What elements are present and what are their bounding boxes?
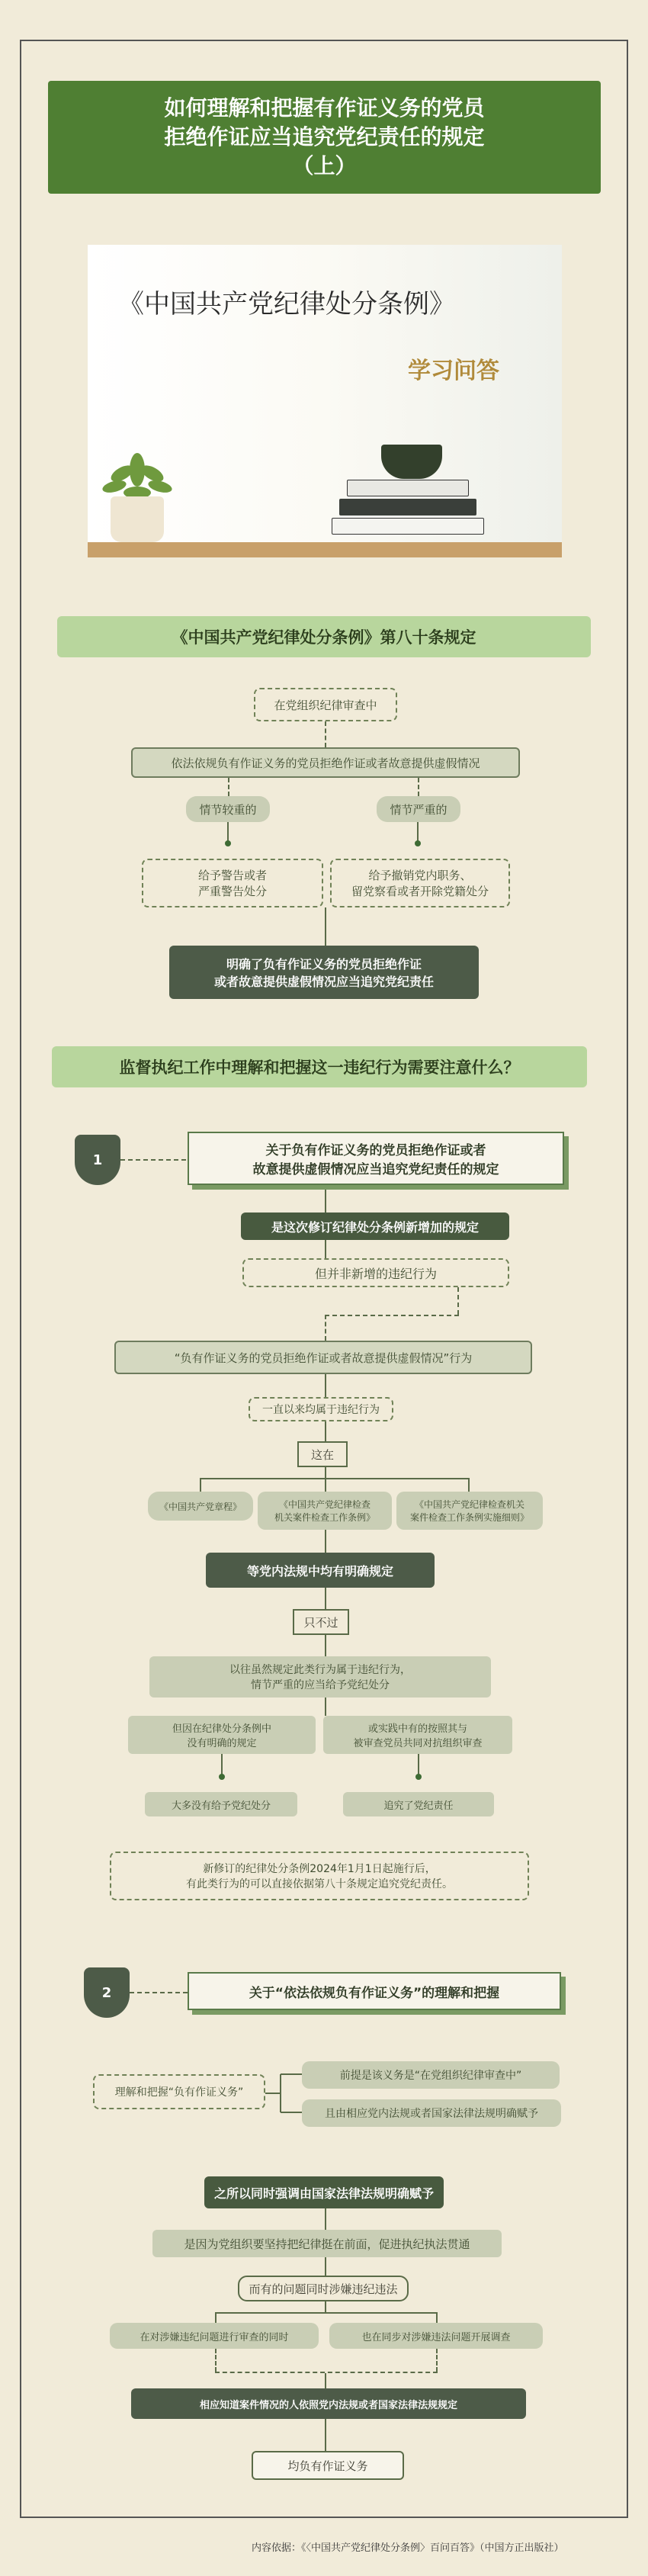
q1-final <box>110 1852 529 1900</box>
conclusion-line2: 或者故意提供虚假情况应当追究党纪责任 <box>213 975 434 989</box>
node-refuse-testify: 依法依规负有作证义务的党员拒绝作证或者故意提供虚假情况 <box>131 747 520 778</box>
shield-icon-1 <box>75 1135 120 1185</box>
q1-doc-2-line1: 《中国共产党纪律检查 <box>278 1499 371 1510</box>
q1-right-reason-line1: 或实践中有的按照其与 <box>367 1723 467 1735</box>
q1-right-reason <box>323 1716 512 1754</box>
q2-bracket <box>265 2059 303 2128</box>
q1-doc-3-line1: 《中国共产党纪律检查机关 <box>414 1499 524 1510</box>
flower-pot <box>111 496 164 542</box>
section2-heading: 监督执纪工作中理解和把握这一违纪行为需要注意什么？ <box>52 1046 587 1087</box>
q1-doc-3-line2: 案件检查工作条例实施细则》 <box>409 1512 529 1523</box>
q1-doc-3 <box>396 1492 543 1530</box>
result-right-line2: 留党察看或者开除党籍处分 <box>351 885 489 898</box>
q1-left-reason <box>128 1716 316 1754</box>
result-left-line2: 严重警告处分 <box>197 885 267 898</box>
q1-not-new: 但并非新增的违纪行为 <box>242 1258 509 1287</box>
q2-duty: 均负有作证义务 <box>252 2451 404 2480</box>
q1-right-reason-line2: 被审查党员共同对抗组织审查 <box>353 1738 483 1749</box>
q1-but: 只不过 <box>293 1609 349 1635</box>
q1-always: 一直以来均属于违纪行为 <box>249 1397 393 1421</box>
book-stack-middle <box>339 499 476 516</box>
title-banner <box>48 81 601 194</box>
section1-heading: 《中国共产党纪律处分条例》第八十条规定 <box>57 616 591 657</box>
footer-source: 内容依据：《〈中国共产党纪律处分条例〉百问百答》（中国方正出版社） <box>252 2542 564 2554</box>
q1-title-line1: 关于负有作证义务的党员拒绝作证或者 <box>265 1143 486 1158</box>
q1-this-in: 这在 <box>297 1441 348 1467</box>
q1-final-line1: 新修订的纪律处分条例2024年1月1日起施行后， <box>203 1863 436 1875</box>
title-line-3: （上） <box>292 153 357 178</box>
q1-past-line1: 以往虽然规定此类行为属于违纪行为， <box>229 1664 411 1676</box>
book-stack-top <box>347 480 469 496</box>
q1-past <box>149 1656 491 1698</box>
q2-right: 也在同步对涉嫌违法问题开展调查 <box>329 2323 543 2349</box>
q1-past-line2: 情节严重的应当给予党纪处分 <box>251 1679 390 1691</box>
q2-understand: 理解和把握“负有作证义务” <box>93 2074 265 2109</box>
q1-left-reason-line2: 没有明确的规定 <box>187 1738 257 1749</box>
node-in-review: 在党组织纪律审查中 <box>254 688 397 721</box>
q1-right-out: 追究了党纪责任 <box>343 1792 494 1816</box>
label-serious: 情节较重的 <box>186 796 270 822</box>
hero-image <box>88 245 562 557</box>
q2-premise: 前提是该义务是“在党组织纪律审查中” <box>302 2061 560 2089</box>
q1-behavior: “负有作证义务的党员拒绝作证或者故意提供虚假情况”行为 <box>114 1341 532 1374</box>
q2-why: 之所以同时强调由国家法律法规明确赋予 <box>204 2176 444 2208</box>
result-left <box>142 859 323 907</box>
q2-some: 而有的问题同时涉嫌违纪违法 <box>238 2276 409 2301</box>
q1-title-line2: 故意提供虚假情况应当追究党纪责任的规定 <box>252 1162 499 1177</box>
cup-icon <box>381 445 442 479</box>
title-line-1: 如何理解和把握有作证义务的党员 <box>164 95 485 120</box>
q2-number: 2 <box>101 1984 112 2001</box>
hero-subtitle: 学习问答 <box>408 358 499 384</box>
q2-left: 在对涉嫌违纪问题进行审查的同时 <box>110 2323 319 2349</box>
q1-number: 1 <box>92 1151 103 1168</box>
plant-icon <box>99 439 175 504</box>
q2-title: 关于“依法依规负有作证义务”的理解和把握 <box>188 1972 561 2010</box>
q2-because: 是因为党组织要坚持把纪律挺在前面，促进执纪执法贯通 <box>152 2230 502 2257</box>
q1-left-reason-line1: 但因在纪律处分条例中 <box>172 1723 271 1735</box>
q2-source: 且由相应党内法规或者国家法律法规明确赋予 <box>302 2099 561 2127</box>
shield-icon-2 <box>84 1967 130 2018</box>
label-very-serious: 情节严重的 <box>377 796 460 822</box>
result-left-line1: 给予警告或者 <box>197 869 267 882</box>
book-stack-bottom <box>332 518 484 535</box>
q1-final-line2: 有此类行为的可以直接依据第八十条规定追究党纪责任。 <box>186 1878 453 1890</box>
title-line-2: 拒绝作证应当追究党纪责任的规定 <box>164 124 485 149</box>
q1-doc-2-line2: 机关案件检查工作条例》 <box>274 1512 375 1523</box>
hero-book-title: 《中国共产党纪律处分条例》 <box>118 289 455 320</box>
table-surface <box>88 542 562 557</box>
q2-related: 相应知道案件情况的人依照党内法规或者国家法律法规规定 <box>131 2388 526 2419</box>
q1-doc-1-text: 《中国共产党章程》 <box>159 1501 242 1512</box>
q1-title <box>188 1132 564 1185</box>
q1-clear: 等党内法规中均有明确规定 <box>206 1553 435 1588</box>
result-right <box>330 859 510 907</box>
q1-doc-1 <box>148 1492 253 1521</box>
section1-conclusion <box>169 946 479 999</box>
q1-new-rule: 是这次修订纪律处分条例新增加的规定 <box>241 1213 509 1240</box>
result-right-line1: 给予撤销党内职务、 <box>368 869 472 882</box>
conclusion-line1: 明确了负有作证义务的党员拒绝作证 <box>226 957 422 972</box>
q1-doc-2 <box>258 1492 392 1530</box>
q1-left-out: 大多没有给予党纪处分 <box>145 1792 297 1816</box>
